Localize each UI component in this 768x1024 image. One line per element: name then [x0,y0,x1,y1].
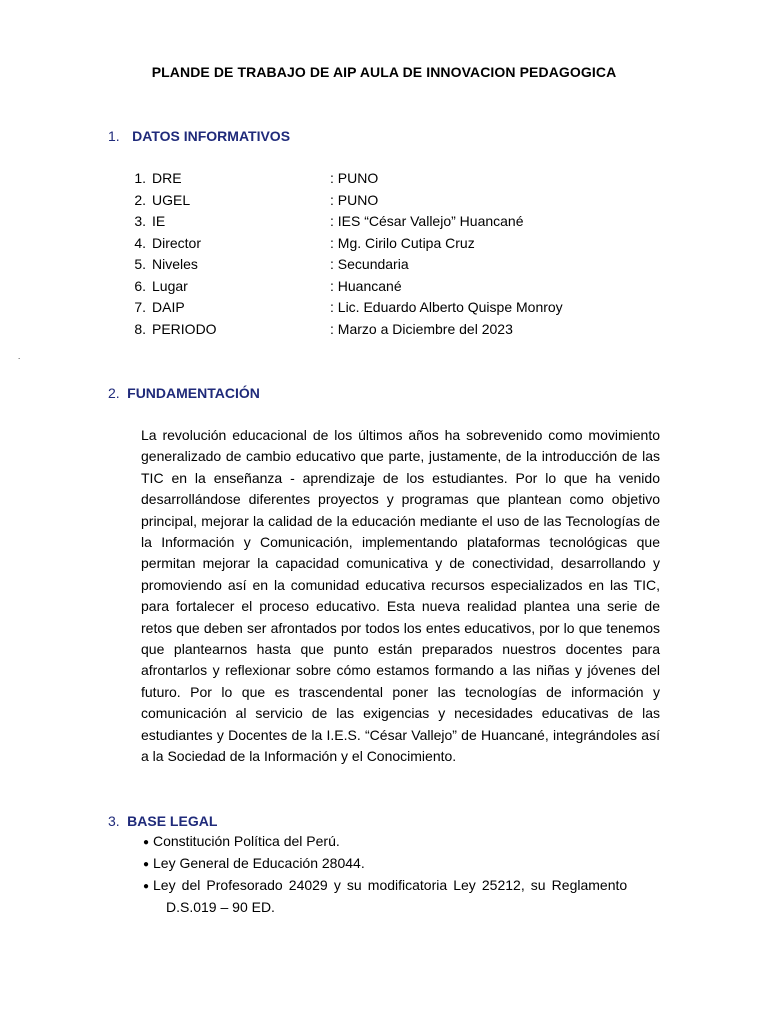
section-number: 2. [108,385,120,401]
row-value: : PUNO [330,170,379,186]
datos-row [128,211,728,233]
stray-mark: . [18,352,21,361]
section-title: DATOS INFORMATIVOS [132,128,291,144]
section-base-legal-heading [108,813,217,831]
row-label: DRE [152,170,182,186]
section-number: 3. [108,813,120,829]
datos-row [128,254,728,276]
bullet-icon: ● [143,881,150,892]
list-item [143,853,365,876]
bullet-icon: ● [143,859,150,870]
row-value: : Huancané [330,277,402,294]
row-value: : Mg. Cirilo Cutipa Cruz [330,234,475,251]
section-title: BASE LEGAL [127,813,218,829]
list-item-text: Constitución Política del Perú. [153,833,340,849]
list-item-continuation: D.S.019 – 90 ED. [166,899,275,915]
row-number: 7. [134,299,146,315]
list-item [143,831,340,854]
row-value: : Secundaria [330,256,409,272]
row-label: IE [152,213,166,229]
list-item-text: Ley del Profesorado 24029 y su modificatoria Ley 25212, su Reglamento [153,877,628,893]
row-value: : Marzo a Diciembre del 2023 [330,320,513,337]
row-value: : Lic. Eduardo Alberto Quispe Monroy [330,299,563,315]
row-number: 2. [134,191,146,208]
document-title: PLANDE DE TRABAJO DE AIP AULA DE INNOVACION PEDAGOGICA [151,64,617,80]
row-label: Lugar [152,277,188,294]
row-label: DAIP [152,299,185,315]
row-number: 4. [134,234,146,251]
row-label: Director [152,234,202,251]
list-item [143,875,660,898]
row-number: 1. [134,170,146,186]
row-number: 6. [134,277,146,294]
section-datos-heading [108,128,290,146]
datos-row [128,168,728,190]
datos-row [128,190,728,212]
datos-row [128,319,728,341]
row-label: UGEL [152,191,191,208]
datos-row [128,297,728,319]
section-title: FUNDAMENTACIÓN [127,385,260,401]
fundamentacion-paragraph: La revolución educacional de los últimos años ha sobrevenido como movimiento generalizado de cambio educativo que parte, justamente, de la introducción de las TIC en la enseñanza - aprendizaje de los estudiantes. Por lo que ha venido desarrollándose diferentes proyectos y programas que plantean como objetivo principal, mejorar la calidad de la educación mediante el uso de las Tecnologías de la Información y Comunicación, implementando plataformas tecnológicas que permitan mejorar la capacidad comunicativa y de conectividad, desarrollando y promoviendo así en la comunidad educativa recursos especializados en las TIC, para fortalecer el proceso educativo. Esta nueva realidad plantea una serie de retos que deben ser afrontados por todos los entes educativos, por lo que tenemos que plantearnos hasta que punto están preparados nuestros docentes para afrontarlos y reflexionar sobre cómo estamos formando a las niñas y jóvenes del futuro. Por lo que es trascendental poner las tecnologías de información y comunicación al servicio de las exigencias y necesidades educativas de las estudiantes y Docentes de la I.E.S. “César Vallejo” de Huancané, integrándoles así a la Sociedad de la Información y el Conocimiento. [141,427,660,765]
row-number: 5. [134,256,146,272]
datos-row [128,233,728,255]
row-number: 8. [134,320,146,337]
list-item-text: Ley General de Educación 28044. [153,855,365,871]
row-number: 3. [134,213,146,229]
datos-row [128,276,728,298]
bullet-icon: ● [143,837,150,848]
section-fundamentacion-heading [108,385,260,403]
row-label: Niveles [152,256,198,272]
section-number: 1. [108,128,120,144]
row-value: : IES “César Vallejo” Huancané [330,213,524,229]
row-label: PERIODO [152,320,217,337]
row-value: : PUNO [330,191,379,208]
